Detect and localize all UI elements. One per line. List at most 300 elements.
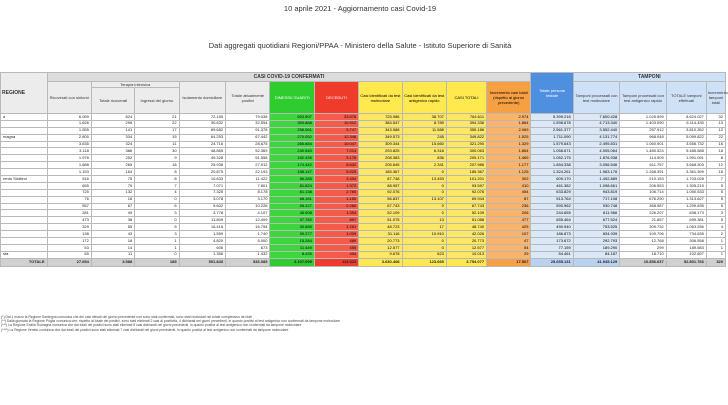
table-cell: 21 [135,114,179,121]
table-cell: 384.547 [359,120,402,127]
table-cell: 84.187 [573,251,620,258]
table-cell: 189.290 [573,244,620,251]
table-cell: 6 [135,203,179,210]
table-cell: 455 [314,244,358,251]
table-cell: 67.442 [226,134,270,141]
table-cell: 5 [706,182,725,189]
table-cell: 633.829 [531,189,573,196]
table-row [1,155,726,162]
table-cell: 52.109 [359,210,402,217]
table-cell: 4.131.774 [573,134,620,141]
table-cell: 1.876.938 [573,155,620,162]
table-cell: 6.059 [47,114,91,121]
table-cell: 20.773 [359,238,402,245]
table-cell: 39.277 [270,231,314,238]
table-cell: 309.344 [359,141,402,148]
table-cell: 5.632 [314,162,358,169]
table-cell: 51.558 [226,155,270,162]
table-cell: 425 [487,224,531,231]
table-cell: 329 [47,224,91,231]
table-cell: 1.052.175 [531,155,573,162]
table-cell: 5.176 [314,155,358,162]
table-cell: 10.013 [446,251,486,258]
header-ricoverati: Ricoverati con sintomi [47,82,91,114]
region-name-cell: rento Südtirol [1,176,48,183]
table-cell: 2.341 [402,162,446,169]
table-cell: 836 [402,155,446,162]
table-cell: 1.329 [487,141,531,148]
table-cell: 3.170 [226,196,270,203]
table-cell: 72.155 [179,114,226,121]
table-cell: 37.782 [270,217,314,224]
table-cell: 75 [91,176,134,183]
table-cell: 454 [487,189,531,196]
region-name-cell [1,231,48,238]
table-cell: 1.125 [487,169,531,176]
table-cell: 3.668.303 [666,162,706,169]
table-cell: 838.173 [666,210,706,217]
region-name-cell [1,238,48,245]
header-totale-casi: CASI TOTALI [446,82,486,114]
table-cell: 27.912 [226,162,270,169]
table-cell: 590.962 [531,203,573,210]
table-row [1,162,726,169]
totals-cell: 10.856.637 [620,258,667,266]
table-cell: 1.703.028 [666,176,706,183]
table-cell: 410 [487,182,531,189]
table-row [1,217,726,224]
table-cell: 1 [135,244,179,251]
table-cell: 349.573 [359,134,402,141]
table-cell: 8.178 [226,189,270,196]
table-cell: 54.461 [531,251,573,258]
table-cell: 3.556.732 [666,141,706,148]
section-tests: TAMPONI [573,73,725,82]
table-cell: 81.138 [270,189,314,196]
table-cell: 1.009 [314,231,358,238]
region-name-cell [1,189,48,196]
table-cell: 1.559 [179,231,226,238]
header-persone: Totale persone testate [531,73,573,114]
table-cell: 3 [135,231,179,238]
table-cell: 655.464 [531,217,573,224]
table-cell: 725 [47,189,91,196]
table-cell: 1.058.671 [531,148,573,155]
table-cell: 1.972 [314,182,358,189]
table-cell: 1.324.261 [531,169,573,176]
region-name-cell [1,210,48,217]
region-name-cell [1,169,48,176]
table-row [1,224,726,231]
table-cell: 8.789 [402,120,446,127]
header-ti-ingressi: Ingressi del giorno [135,88,179,114]
table-cell: 1.432 [226,251,270,258]
table-cell: 17 [135,127,179,134]
footnote-line: (*) Dal 1 marzo la Regione Sardegna comunica che dei casi rilevati del giorno precedente non sono stati confermati, sono stati ricalcolati nel totale complessivo dei dati [1,315,252,319]
table-cell: 1.983.176 [573,169,620,176]
table-cell: 1.403.090 [620,120,667,127]
table-cell: 12.346 [314,134,358,141]
table-cell: 0 [402,238,446,245]
table-cell: 1.469 [487,155,531,162]
table-cell: 244.655 [531,210,573,217]
table-cell: 265 [91,162,134,169]
table-cell: 1.864 [487,120,531,127]
table-cell: 18 [706,148,725,155]
table-cell: 434 [314,251,358,258]
table-cell: 5.485.588 [666,148,706,155]
table-cell: 1.525 [487,134,531,141]
table-cell: 92.076 [359,189,402,196]
table-cell: 1.313.627 [666,196,706,203]
table-cell: 473 [47,217,91,224]
table-cell: 1 [706,251,725,258]
table-cell: 67.743 [359,203,402,210]
table-cell: 42.026 [446,231,486,238]
table-cell: 5.000 [226,238,270,245]
table-cell: 5.029 [314,169,358,176]
table-row [1,210,726,217]
table-cell: 25.938 [179,162,226,169]
table-cell: 3.361.399 [666,169,706,176]
table-cell: 205.645 [359,162,402,169]
table-cell: 8.624.027 [666,114,706,121]
table-cell: 4.107 [226,210,270,217]
totals-cell: 185 [135,258,179,266]
table-cell: 75 [91,182,134,189]
table-cell: 353.888 [270,120,314,127]
table-cell: 349.822 [446,134,486,141]
table-cell: 2.260 [314,203,358,210]
table-cell: 206 [487,210,531,217]
table-cell: 9 [135,155,179,162]
table-cell: 1.864 [487,148,531,155]
header-region: REGIONE [1,73,48,114]
table-cell: 6.114.430 [666,120,706,127]
table-cell: 152.439 [270,155,314,162]
totals-cell: 17.567 [487,258,531,266]
table-cell: 30.632 [179,120,226,127]
table-cell: 1.268.391 [620,169,667,176]
table-cell: 7.325 [179,189,226,196]
table-cell: 102.897 [666,251,706,258]
report-subtitle: Dati aggregati quotidiani Regioni/PPAA - Ministero della Salute - Istituto Superiore di Sanità [208,41,512,50]
table-cell: 14 [91,244,134,251]
totals-cell: 27.654 [47,258,91,266]
totals-cell: 501.843 [179,258,226,266]
footnote-line: (****) La Regione Veneto comunica che dai totali dei positivi sono stati eliminati 7 casi dichiarati nei giorni precedenti, in quanto positivi al test antigenico non confermati da tampone molecolare [1,327,289,332]
table-cell: 174.442 [270,162,314,169]
table-cell: 207.986 [446,162,486,169]
table-row [1,114,726,121]
table-row [1,251,726,258]
table-cell: 208.383 [359,155,402,162]
table-cell: 258.061 [270,127,314,134]
table-cell: 173.672 [531,238,573,245]
totals-cell: 3.630.408 [359,258,402,266]
table-row [1,148,726,155]
region-name-cell [1,196,48,203]
table-cell: 309.732 [620,224,667,231]
table-cell: 87.748 [359,176,402,183]
table-cell: 1 [706,238,725,245]
table-cell: 43 [91,231,134,238]
table-cell: 611.966 [573,210,620,217]
totals-cell: 113.923 [314,258,358,266]
table-cell: 5 [706,217,725,224]
totals-row [1,258,726,266]
region-name-cell [1,224,48,231]
region-name-cell [1,182,48,189]
table-cell: 17 [402,224,446,231]
table-cell: 24.716 [179,141,226,148]
table-cell: 1.555 [47,127,91,134]
section-cases: CASI COVID-19 CONFERMATI [47,73,531,82]
table-cell: 5.099.822 [666,134,706,141]
table-cell: 4 [135,189,179,196]
table-cell: 245 [402,134,446,141]
table-cell: 764.611 [446,114,486,121]
table-cell: 132 [91,189,134,196]
table-cell: 1.153 [47,169,91,176]
table-cell: 11.809 [179,217,226,224]
table-cell: 12.768 [620,238,667,245]
table-cell: 12.577 [446,244,486,251]
table-cell: 69.944 [446,196,486,203]
table-cell: 226.207 [620,210,667,217]
table-cell: 2.760 [314,189,358,196]
table-cell: 7 [135,182,179,189]
table-cell: 1.299.635 [666,203,706,210]
table-cell: 76 [47,196,91,203]
table-cell: 293.825 [359,148,402,155]
table-cell: 52.369 [226,148,270,155]
table-cell: 824 [91,114,134,121]
footnote-line: (**) Dalla giornata la Regione Puglia comunica che, rispetto al totale dei positivi, sono stati eliminati 2 casi di positività, 4 dichiarati nei giorni precedenti, in quanto positivi al test antigenico non confermati da tampone molecolare [1,319,341,324]
table-cell: 11 [91,251,134,258]
table-cell: 676.290 [620,196,667,203]
region-name-cell [1,203,48,210]
table-cell: 717.108 [573,196,620,203]
region-rows [1,114,726,259]
table-cell: 10.910 [402,231,446,238]
table-cell: 10.912 [314,120,358,127]
totals-cell: 25.655.131 [531,258,573,266]
table-cell: 9.678 [359,251,402,258]
header-deceduti: DECEDUTI [314,82,358,114]
table-cell: 92.076 [446,189,486,196]
totals-cell: 41.945.129 [573,258,620,266]
table-cell: 28.675 [226,141,270,148]
region-name-cell: sta [1,251,48,258]
table-cell: 87 [487,196,531,203]
table-cell: 93.597 [446,182,486,189]
table-cell: 461.382 [531,182,573,189]
table-cell: 3.078 [179,196,226,203]
table-cell: 49.328 [179,155,226,162]
table-cell: 106.714 [620,189,667,196]
table-cell: 3.635 [47,141,91,148]
table-cell: 240.540 [270,148,314,155]
table-row [1,134,726,141]
header-tamponi-antigenici: Tamponi processati con test antigenico rapido [620,82,667,114]
table-cell: 3.778 [179,210,226,217]
header-tamponi-totale: TOTALE tamponi effettuati [666,82,706,114]
table-cell: 81.824 [270,182,314,189]
table-cell: 4.005.064 [573,148,620,155]
table-cell: 18 [706,169,725,176]
table-cell: 11 [135,141,179,148]
table-cell: 107 [487,231,531,238]
table-cell: 3.118 [47,148,91,155]
table-row [1,182,726,189]
table-cell: 67 [91,203,134,210]
table-cell: 611.757 [620,162,667,169]
table-cell: 7.071 [179,182,226,189]
table-cell: 0 [135,251,179,258]
table-cell: 0 [402,203,446,210]
table-cell: 52.109 [446,210,486,217]
table-cell: 77.159 [531,244,573,251]
table-cell: 0 [135,217,179,224]
table-cell: 186.873 [531,231,573,238]
table-cell: 1.492.889 [573,176,620,183]
table-cell: 7 [706,176,725,183]
table-cell: 89.682 [179,127,226,134]
table-cell: 489 [314,238,358,245]
table-cell: 138 [47,231,91,238]
table-cell: 5 [706,203,725,210]
table-cell: 86.285 [270,176,314,183]
table-cell: 8 [135,176,179,183]
totals-cell: 123.669 [402,258,446,266]
table-cell: 343.588 [359,127,402,134]
table-cell: 2.974 [487,114,531,121]
table-cell: 296 [91,120,134,127]
region-name-cell [1,162,48,169]
table-cell: 1 [706,244,725,251]
table-cell: 490.940 [531,224,573,231]
table-cell: 368.987 [620,203,667,210]
table-cell: 13.107 [402,196,446,203]
report-title: 10 aprile 2021 - Aggiornamento casi Covid-19 [283,4,437,13]
table-cell: 1.854.338 [531,162,573,169]
table-cell: 2.561.377 [531,127,573,134]
table-cell: 7.014 [314,148,358,155]
region-name-cell [1,148,48,155]
table-cell: 158.147 [270,169,314,176]
table-cell: 516 [47,176,91,183]
table-cell: 21.857 [620,217,667,224]
table-cell: 20.773 [446,238,486,245]
table-cell: 699.381 [666,217,706,224]
footnote-line: (***) La Regione Emilia Romagna comunica che dai totali dei positivi sono stati eliminati 5 casi dichiarati nei giorni precedenti, in quanto positivi al test antigenico non confermati da tampone molecolare [1,323,302,328]
table-cell: 47 [487,238,531,245]
table-cell: 394.336 [446,120,486,127]
table-cell: 3 [135,210,179,217]
table-cell: 725.986 [359,114,402,121]
table-cell: 386 [91,148,134,155]
table-cell: 22 [706,134,725,141]
table-cell: 1.025.599 [620,114,667,121]
table-cell: 65 [47,251,91,258]
table-cell: 10.833 [179,176,226,183]
table-cell: 3.056.546 [573,162,620,169]
table-cell: 11.422 [226,176,270,183]
table-cell: 189.583 [666,244,706,251]
table-cell: 10.047 [314,141,358,148]
region-name-cell [1,217,48,224]
table-cell: 1.688 [47,162,91,169]
table-row [1,120,726,127]
table-row [1,141,726,148]
table-row [1,231,726,238]
table-cell: 8.435 [270,251,314,258]
table-cell: 1.711.090 [531,134,573,141]
table-cell: 209.171 [446,155,486,162]
table-cell: 4.713.340 [573,120,620,127]
table-cell: 109.706 [620,231,667,238]
table-cell: 302 [487,176,531,183]
table-cell: 185.367 [446,169,486,176]
table-cell: 4 [706,224,725,231]
table-cell: 3.552.440 [573,127,620,134]
table-cell: 3.494 [314,176,358,183]
table-cell: 7.801 [226,182,270,189]
table-cell: 2.805 [47,134,91,141]
region-name-cell [1,244,48,251]
table-cell: 141 [91,127,134,134]
header-incremento: Incremento casi totali (rispetto al giorno precedente) [487,82,531,114]
table-cell: 12.577 [359,244,402,251]
table-cell: 16.416 [179,224,226,231]
table-cell: 18 [135,162,179,169]
table-cell: 0 [402,169,446,176]
table-row [1,169,726,176]
table-cell: 15 [135,134,179,141]
table-cell: 334 [91,134,134,141]
table-cell: 13 [706,120,725,127]
table-cell: 79.038 [226,114,270,121]
footnotes [1,315,521,332]
table-cell: 7.600.428 [573,114,620,121]
table-cell: 206.553 [620,182,667,189]
table-cell: 0 [402,210,446,217]
table-cell: 3.810.352 [666,127,706,134]
region-name-cell [1,141,48,148]
header-tamponi-molecolari: Tamponi processati con test molecolare [573,82,620,114]
table-cell: 257.912 [620,127,667,134]
table-cell: 38.707 [402,114,446,121]
table-cell: 0 [135,196,179,203]
table-row [1,238,726,245]
table-cell: 22.193 [226,169,270,176]
table-cell: 101.201 [446,176,486,183]
table-cell: 12.409 [226,217,270,224]
totals-cell: 3.754.077 [446,258,486,266]
table-cell: 1.991.091 [666,155,706,162]
table-cell: 55 [91,224,134,231]
table-cell: 1.394 [314,210,358,217]
table-cell: 54 [487,244,531,251]
table-cell: 1.978 [47,155,91,162]
table-cell: 1.150 [314,196,358,203]
table-cell: 15.284 [270,238,314,245]
table-cell: 324 [91,141,134,148]
table-cell: 0 [402,182,446,189]
table-cell: 16 [91,196,134,203]
table-cell: 11.588 [402,127,446,134]
